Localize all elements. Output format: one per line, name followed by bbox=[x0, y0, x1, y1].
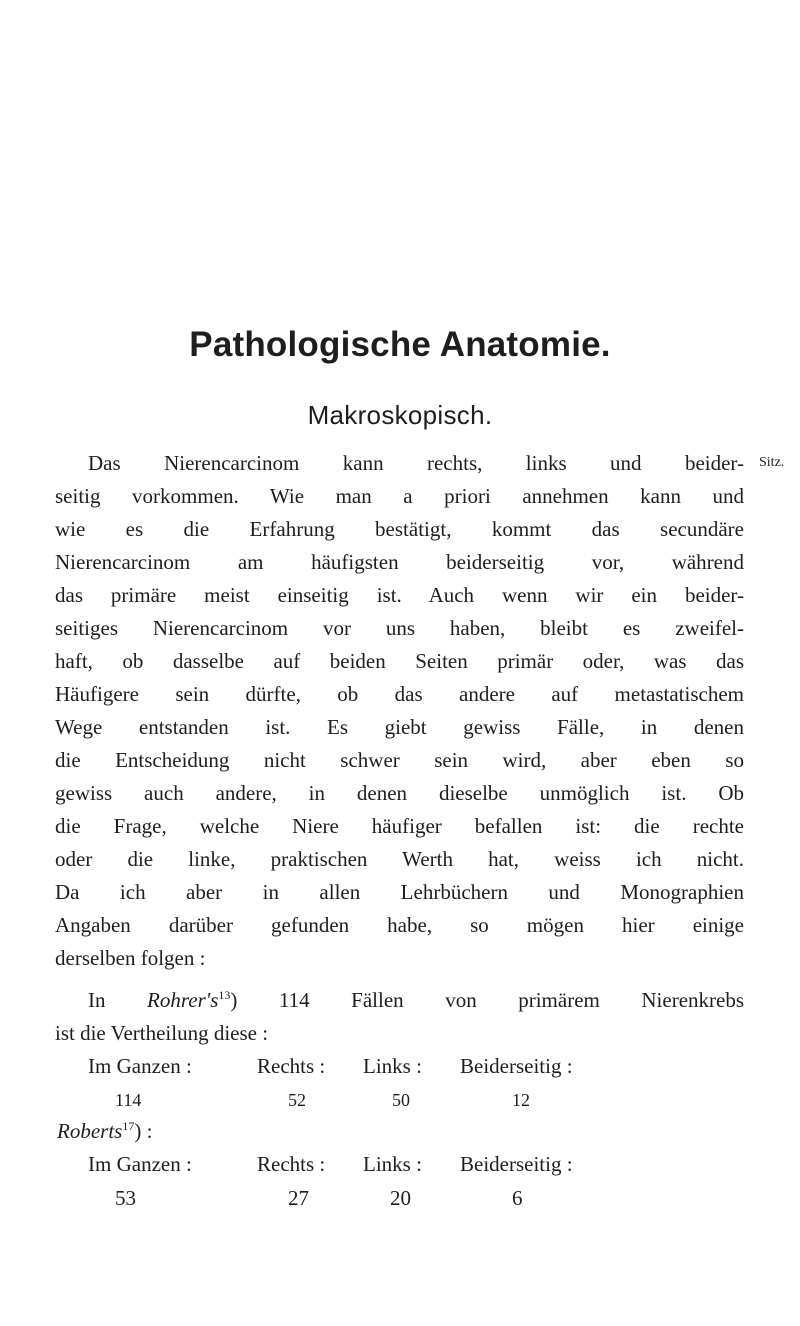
page-title: Pathologische Anatomie. bbox=[189, 325, 611, 364]
citation-rest: ) 114 Fällen von primärem Nierenkrebs bbox=[230, 988, 744, 1012]
citation-author: Rohrer's bbox=[147, 988, 219, 1012]
table-value: 20 bbox=[390, 1186, 411, 1210]
text-line: haft, ob dasselbe auf beiden Seiten primär oder, was das bbox=[55, 649, 744, 673]
text-line: die Entscheidung nicht schwer sein wird, aber eben so bbox=[55, 748, 744, 772]
text-line: Angaben darüber gefunden habe, so mögen hier einige bbox=[55, 913, 744, 937]
text-line: seitiges Nierencarcinom vor uns haben, bleibt es zweifel- bbox=[55, 616, 744, 640]
citation-line bbox=[88, 988, 744, 1012]
table-header: Im Ganzen : bbox=[88, 1152, 192, 1176]
text-line: derselben folgen : bbox=[55, 946, 206, 970]
text-line: wie es die Erfahrung bestätigt, kommt das secundäre bbox=[55, 517, 744, 541]
citation-suffix: ) : bbox=[134, 1119, 153, 1143]
table-value: 53 bbox=[115, 1186, 136, 1210]
table-value: 114 bbox=[115, 1090, 142, 1110]
citation-prefix: In bbox=[88, 988, 106, 1012]
text-line: oder die linke, praktischen Werth hat, weiss ich nicht. bbox=[55, 847, 744, 871]
table-value: 6 bbox=[512, 1186, 523, 1210]
text-line: die Frage, welche Niere häufiger befallen ist: die rechte bbox=[55, 814, 744, 838]
table-header: Im Ganzen : bbox=[88, 1054, 192, 1078]
table-header: Beiderseitig : bbox=[460, 1054, 573, 1078]
table-value: 12 bbox=[512, 1090, 530, 1110]
margin-note: Sitz. bbox=[759, 455, 785, 470]
text-line: gewiss auch andere, in denen dieselbe unmöglich ist. Ob bbox=[55, 781, 744, 805]
text-line: Häufigere sein dürfte, ob das andere auf metastatischem bbox=[55, 682, 744, 706]
text-line: ist die Vertheilung diese : bbox=[55, 1021, 269, 1045]
text-line: Da ich aber in allen Lehrbüchern und Monographien bbox=[55, 880, 744, 904]
text-line: Nierencarcinom am häufigsten beiderseitig vor, während bbox=[55, 550, 744, 574]
citation-line bbox=[57, 1119, 152, 1143]
text-line: seitig vorkommen. Wie man a priori annehmen kann und bbox=[55, 484, 744, 508]
table-header: Rechts : bbox=[257, 1054, 326, 1078]
table-header: Beiderseitig : bbox=[460, 1152, 573, 1176]
footnote-ref: 17 bbox=[122, 1119, 135, 1133]
table-header: Rechts : bbox=[257, 1152, 326, 1176]
text-line: Wege entstanden ist. Es giebt gewiss Fälle, in denen bbox=[55, 715, 744, 739]
table-value: 27 bbox=[288, 1186, 309, 1210]
section-subtitle: Makroskopisch. bbox=[307, 400, 493, 430]
table-value: 52 bbox=[288, 1090, 306, 1110]
table-header: Links : bbox=[363, 1054, 422, 1078]
table-header: Links : bbox=[363, 1152, 422, 1176]
table-value: 50 bbox=[392, 1090, 410, 1110]
text-line: Das Nierencarcinom kann rechts, links und beider- bbox=[88, 451, 744, 475]
citation-author: Roberts bbox=[57, 1119, 123, 1143]
text-line: das primäre meist einseitig ist. Auch wenn wir ein beider- bbox=[55, 583, 744, 607]
footnote-ref: 13 bbox=[218, 988, 231, 1002]
